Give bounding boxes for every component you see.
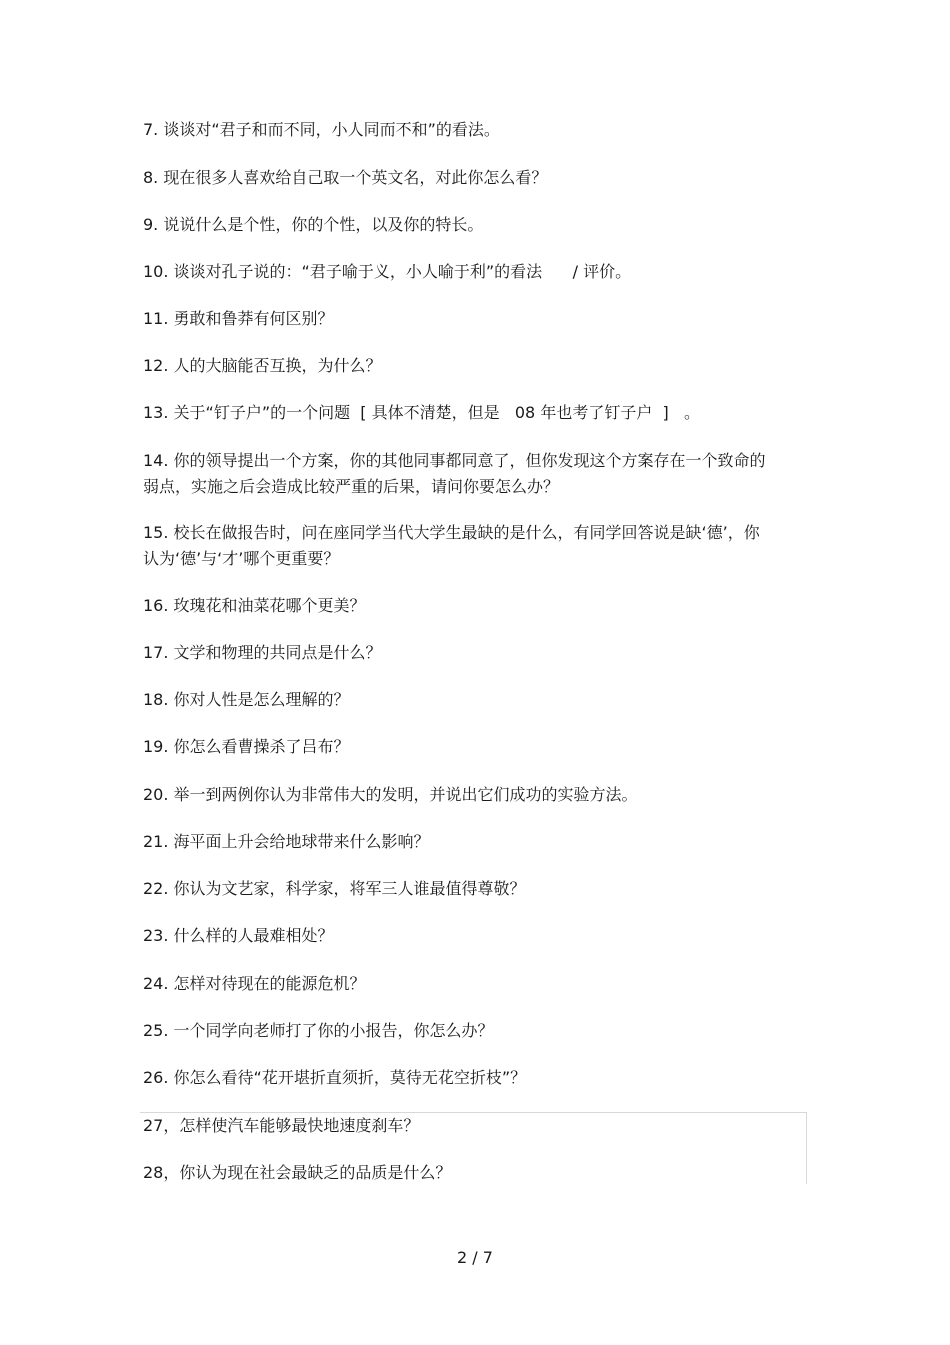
question-17: 17. 文学和物理的共同点是什么？ (143, 643, 382, 662)
question-21: 21. 海平面上升会给地球带来什么影响？ (143, 832, 430, 851)
question-28: 28，你认为现在社会最缺乏的品质是什么？ (143, 1163, 452, 1182)
question-10: 10. 谈谈对孔子说的：“君子喻于义，小人喻于利”的看法 / 评价。 (143, 262, 632, 281)
question-27: 27，怎样使汽车能够最快地速度刹车？ (143, 1116, 420, 1135)
question-11: 11. 勇敢和鲁莽有何区别？ (143, 309, 334, 328)
question-8: 8. 现在很多人喜欢给自己取一个英文名，对此你怎么看？ (143, 168, 548, 187)
question-24: 24. 怎样对待现在的能源危机？ (143, 974, 366, 993)
question-7: 7. 谈谈对“君子和而不同，小人同而不和”的看法。 (143, 120, 500, 139)
question-20: 20. 举一到两例你认为非常伟大的发明，并说出它们成功的实验方法。 (143, 785, 638, 804)
question-12: 12. 人的大脑能否互换，为什么？ (143, 356, 382, 375)
question-13: 13. 关于“钉子户”的一个问题 [ 具体不清楚，但是 08 年也考了钉子户 ] 。 (143, 403, 700, 422)
question-14: 14. 你的领导提出一个方案，你的其他同事都同意了，但你发现这个方案存在一个致命的弱点，实施之后会造成比较严重的后果，请问你要怎么办？ (143, 451, 766, 496)
question-15: 15. 校长在做报告时，问在座同学当代大学生最缺的是什么，有同学回答说是缺‘德’，你认为‘德’与‘才’哪个更重要？ (143, 523, 760, 568)
question-23: 23. 什么样的人最难相处？ (143, 926, 334, 945)
question-18: 18. 你对人性是怎么理解的？ (143, 690, 350, 709)
question-26: 26. 你怎么看待“花开堪折直须折，莫待无花空折枝”？ (143, 1068, 527, 1087)
question-19: 19. 你怎么看曹操杀了吕布？ (143, 737, 350, 756)
page-indicator: 2 / 7 (457, 1248, 493, 1267)
question-9: 9. 说说什么是个性，你的个性，以及你的特长。 (143, 215, 484, 234)
question-16: 16. 玫瑰花和油菜花哪个更美？ (143, 596, 366, 615)
question-22: 22. 你认为文艺家，科学家，将军三人谁最值得尊敬？ (143, 879, 526, 898)
question-25: 25. 一个同学向老师打了你的小报告，你怎么办？ (143, 1021, 494, 1040)
